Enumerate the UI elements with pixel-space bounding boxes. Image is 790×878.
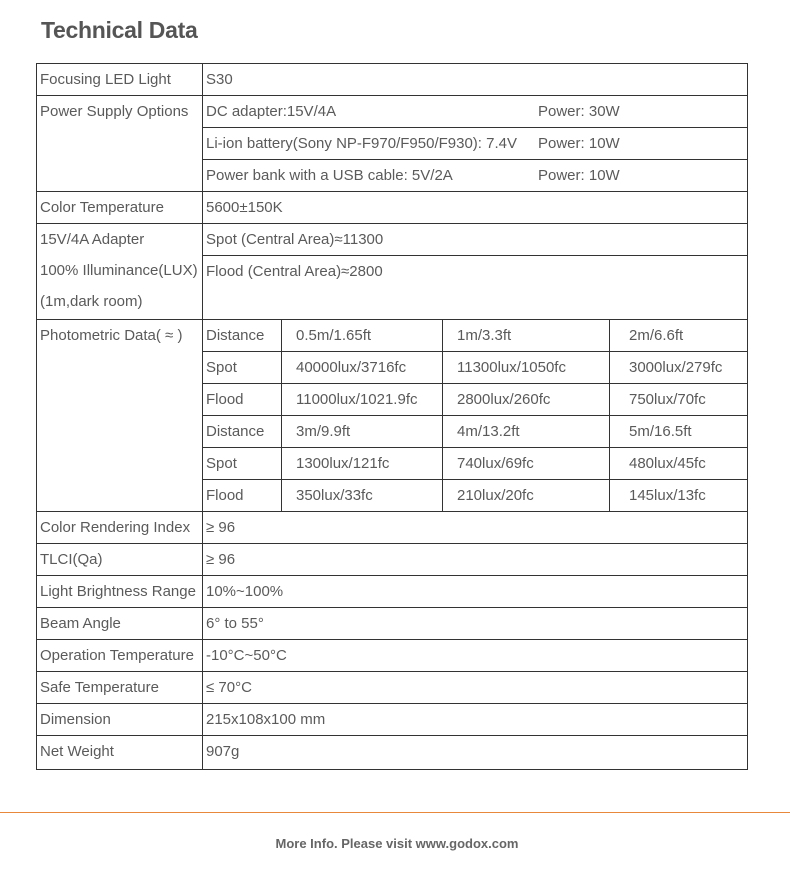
- illuminance-spot: Spot (Central Area)≈11300: [203, 224, 748, 256]
- row-value: 5600±150K: [203, 192, 748, 224]
- row-value: 6° to 55°: [203, 608, 748, 640]
- power-option: [203, 128, 748, 160]
- photometric-row: [203, 480, 747, 512]
- photometric-value: 750lux/70fc: [610, 384, 748, 416]
- power-source: Power bank with a USB cable: 5V/2A: [206, 167, 453, 184]
- row-value: 215x108x100 mm: [203, 704, 748, 736]
- illuminance-label: [37, 224, 203, 320]
- row-value: ≥ 96: [203, 544, 748, 576]
- photometric-value: 1300lux/121fc: [282, 448, 443, 480]
- table-row: [37, 320, 748, 512]
- label-line: 100% Illuminance(LUX): [40, 262, 198, 279]
- photometric-type: Distance: [203, 320, 282, 352]
- table-row: [37, 224, 748, 256]
- row-label: Dimension: [37, 704, 203, 736]
- label-line: 15V/4A Adapter: [40, 231, 145, 248]
- row-label: Light Brightness Range: [37, 576, 203, 608]
- table-row: [37, 576, 748, 608]
- row-label: Net Weight: [37, 736, 203, 770]
- power-source: Li-ion battery(Sony NP-F970/F950/F930): 7.4V: [206, 135, 517, 152]
- photometric-value: 480lux/45fc: [610, 448, 748, 480]
- photometric-value: 11300lux/1050fc: [443, 352, 610, 384]
- photometric-cell: [203, 320, 748, 512]
- power-rating: Power: 10W: [538, 135, 620, 152]
- row-label: Operation Temperature: [37, 640, 203, 672]
- row-label: Beam Angle: [37, 608, 203, 640]
- photometric-value: 3m/9.9ft: [282, 416, 443, 448]
- row-value: 10%~100%: [203, 576, 748, 608]
- power-option: [203, 96, 748, 128]
- technical-data-table: [36, 63, 748, 770]
- photometric-value: 0.5m/1.65ft: [282, 320, 443, 352]
- photometric-value: 145lux/13fc: [610, 480, 748, 512]
- photometric-row: [203, 352, 747, 384]
- row-value: -10°C~50°C: [203, 640, 748, 672]
- illuminance-flood: Flood (Central Area)≈2800: [203, 256, 748, 320]
- photometric-row: [203, 320, 747, 352]
- row-label: TLCI(Qa): [37, 544, 203, 576]
- page-title: Technical Data: [41, 17, 198, 43]
- photometric-value: 3000lux/279fc: [610, 352, 748, 384]
- photometric-type: Spot: [203, 352, 282, 384]
- photometric-table: [203, 320, 747, 511]
- photometric-row: [203, 416, 747, 448]
- photometric-value: 350lux/33fc: [282, 480, 443, 512]
- photometric-value: 40000lux/3716fc: [282, 352, 443, 384]
- row-value: 907g: [203, 736, 748, 770]
- photometric-type: Spot: [203, 448, 282, 480]
- photometric-row: [203, 448, 747, 480]
- photometric-value: 2800lux/260fc: [443, 384, 610, 416]
- row-value: S30: [203, 64, 748, 96]
- row-label: Focusing LED Light: [37, 64, 203, 96]
- table-row: [37, 64, 748, 96]
- photometric-value: 11000lux/1021.9fc: [282, 384, 443, 416]
- footer-divider: [0, 812, 790, 813]
- table-row: [37, 608, 748, 640]
- footer-text[interactable]: More Info. Please visit www.godox.com: [275, 836, 519, 851]
- table-row: [37, 704, 748, 736]
- photometric-type: Flood: [203, 384, 282, 416]
- table-row: [37, 512, 748, 544]
- table-row: [37, 192, 748, 224]
- power-rating: Power: 10W: [538, 167, 620, 184]
- photometric-value: 740lux/69fc: [443, 448, 610, 480]
- row-label: Power Supply Options: [37, 96, 203, 192]
- photometric-type: Flood: [203, 480, 282, 512]
- power-rating: Power: 30W: [538, 103, 620, 120]
- table-row: [37, 640, 748, 672]
- table-row: [37, 672, 748, 704]
- row-label: Color Temperature: [37, 192, 203, 224]
- photometric-value: 2m/6.6ft: [610, 320, 748, 352]
- row-value: ≤ 70°C: [203, 672, 748, 704]
- power-option: [203, 160, 748, 192]
- row-label: Safe Temperature: [37, 672, 203, 704]
- photometric-value: 4m/13.2ft: [443, 416, 610, 448]
- table-row: [37, 544, 748, 576]
- photometric-row: [203, 384, 747, 416]
- photometric-value: 1m/3.3ft: [443, 320, 610, 352]
- table-row: [37, 96, 748, 128]
- row-value: ≥ 96: [203, 512, 748, 544]
- photometric-value: 210lux/20fc: [443, 480, 610, 512]
- power-source: DC adapter:15V/4A: [206, 103, 337, 120]
- photometric-type: Distance: [203, 416, 282, 448]
- photometric-value: 5m/16.5ft: [610, 416, 748, 448]
- table-row: [37, 736, 748, 770]
- row-label: Color Rendering Index: [37, 512, 203, 544]
- row-label: Photometric Data( ≈ ): [37, 320, 203, 512]
- label-line: (1m,dark room): [40, 293, 143, 310]
